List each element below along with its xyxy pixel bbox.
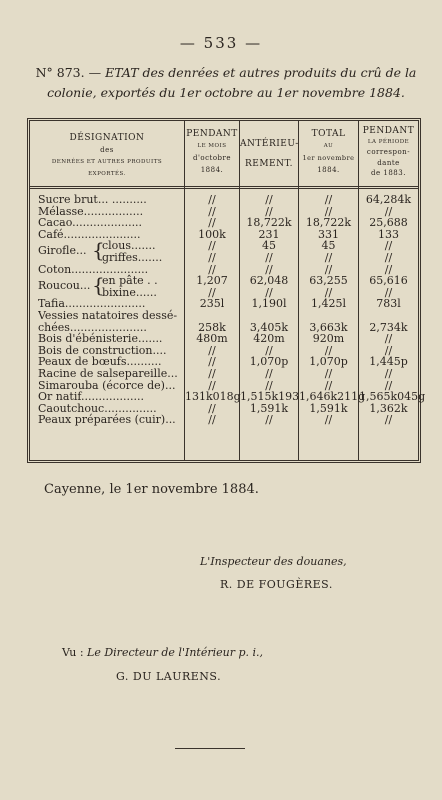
table-cell: 1,565k045g (359, 390, 426, 404)
director-name: G. DU LAURENS. (116, 670, 222, 683)
table-cell: // (208, 367, 216, 380)
brace-icon: { (92, 273, 105, 298)
inspector-name: R. DE FOUGÈRES. (220, 578, 333, 591)
row-label: Sucre brut... .......... (38, 193, 147, 206)
header-total: TOTAL AU 1er novembre 1884. (302, 129, 355, 174)
table-cell: 1,207 (196, 274, 228, 288)
table-cell: // (384, 378, 393, 392)
table-cell: // (208, 262, 216, 276)
table-cell: 420m (253, 332, 285, 346)
table-cell: 18,722k (305, 216, 352, 230)
table-cell: // (208, 239, 216, 253)
heading-line-2: colonie, exportés du 1er octobre au 1er novembre 1884. (47, 85, 405, 100)
table-cell: // (324, 285, 333, 299)
vu-prefix: Vu : (62, 646, 84, 659)
table-cell: // (265, 367, 273, 380)
table-cell: // (208, 401, 216, 415)
table-cell: 3,663k (309, 320, 348, 334)
table-cell: // (265, 262, 273, 276)
table-cell: // (265, 193, 273, 206)
table-cell: // (208, 251, 216, 264)
row-label: Vessies natatoires dessé- (38, 309, 178, 322)
header-previous: ANTÉRIEU- REMENT. (240, 139, 299, 169)
row-label: Mélasse................. (38, 204, 144, 218)
row-sublabel: clous....... (102, 239, 156, 253)
inspector-title: L'Inspecteur des douanes, (200, 555, 347, 568)
table-cell: 131k018g (185, 390, 241, 404)
table-cell: 1,591k (249, 401, 289, 415)
table-cell: 231 (258, 227, 280, 241)
row-label: Bois d'ébénisterie....... (38, 332, 163, 346)
table-cell: // (384, 239, 393, 253)
table-cell: // (265, 251, 273, 264)
row-label: Tafia....................... (38, 297, 146, 311)
row-label: Racine de salsepareille... (38, 367, 178, 380)
page-number: — 533 — (179, 34, 263, 52)
table-cell: // (208, 355, 216, 369)
table-cell: // (208, 193, 216, 206)
row-label: Caoutchouc............... (38, 401, 157, 415)
closing-rule (175, 748, 245, 749)
table-cell: 1,646k211g (299, 390, 366, 404)
document-number: N° 873. (35, 65, 85, 80)
director-title: Le Directeur de l'Intérieur p. i., (87, 646, 263, 659)
table-cell: 1,425l (310, 297, 346, 311)
brace-icon: { (92, 238, 105, 263)
table-cell: 63,255 (309, 274, 348, 288)
table-cell: 1,515k193 (240, 390, 300, 404)
table-cell: // (265, 204, 273, 218)
row-sublabel: bixine...... (102, 285, 157, 299)
table-cell: // (384, 332, 393, 346)
row-label: Cacao.................... (38, 216, 143, 230)
table-cell: // (384, 413, 393, 427)
table-cell: 480m (196, 332, 228, 346)
table-cell: 62,048 (249, 274, 289, 288)
table-cell: // (208, 378, 216, 392)
table-cell: 1,190l (251, 297, 287, 311)
table-cell: 2,734k (369, 320, 408, 334)
header-period-1883: PENDANT LA PÉRIODE correspon- dante de 1883. (362, 126, 415, 177)
row-label: Roucou... (38, 279, 91, 293)
table-cell: // (208, 343, 216, 357)
table-cell: 133 (378, 227, 399, 241)
row-label: Bois de construction.... (38, 343, 167, 357)
table-cell: // (324, 343, 333, 357)
table-cell: // (324, 378, 333, 392)
row-sublabel: griffes....... (102, 251, 163, 264)
table-cell: 331 (318, 227, 339, 241)
table-cell: // (384, 204, 393, 218)
row-label: Peaux préparées (cuir)... (38, 413, 176, 427)
row-label: Or natif.................. (38, 390, 144, 404)
table-cell: // (265, 378, 273, 392)
table-cell: // (384, 285, 393, 299)
table-cell: 45 (262, 239, 276, 253)
table-cell: 1,362k (369, 401, 408, 415)
table-cell: 100k (198, 227, 226, 241)
table-cell: // (265, 413, 273, 427)
row-label: Simarouba (écorce de)... (38, 378, 176, 392)
table-cell: 235l (199, 297, 225, 311)
table-cell: 258k (198, 320, 226, 334)
table-cell: // (265, 343, 273, 357)
table-cell: 3,405k (249, 320, 289, 334)
heading-line-1: — ETAT des denrées et autres produits du crû de la (88, 65, 417, 80)
table-cell: 1,591k (309, 401, 348, 415)
table-cell: // (384, 262, 393, 276)
table-cell: // (324, 204, 333, 218)
table-cell: // (208, 204, 216, 218)
table-cell: // (265, 285, 273, 299)
row-label: Coton...................... (38, 262, 149, 276)
table-cell: 64,284k (365, 193, 412, 206)
table-cell: // (208, 285, 216, 299)
table-cell: // (208, 413, 216, 427)
row-label: chées...................... (38, 320, 147, 334)
table-cell: // (324, 251, 333, 264)
table-cell: // (324, 413, 333, 427)
table-cell: 1,070p (249, 355, 289, 369)
table-cell: 25,688 (369, 216, 408, 230)
table-cell: 65,616 (369, 274, 408, 288)
table-cell: // (324, 193, 333, 206)
row-label: Girofle... (38, 244, 87, 258)
document-heading (26, 63, 426, 103)
header-october: PENDANT LE MOIS d'octobre 1884. (186, 129, 238, 174)
table-cell: // (384, 367, 393, 380)
table-cell: 45 (321, 239, 336, 253)
table-cell: 920m (312, 332, 345, 346)
table-cell: 783l (376, 297, 401, 311)
table-cell: // (324, 367, 333, 380)
table-cell: 1,070p (309, 355, 348, 369)
table-cell: 18,722k (246, 216, 292, 230)
table-cell: // (384, 251, 393, 264)
row-label: Peaux de bœufs.......... (38, 355, 162, 369)
approval-line (62, 646, 263, 659)
header-designation: DÉSIGNATION des DENRÉES ET AUTRES PRODUITS EXPORTÉS. (51, 133, 163, 177)
table-cell: // (384, 343, 393, 357)
place-date: Cayenne, le 1er novembre 1884. (44, 482, 259, 497)
table-cell: // (208, 216, 216, 230)
row-label: Café...................... (38, 227, 141, 241)
table-cell: // (324, 262, 333, 276)
row-sublabel: en pâte . . (102, 274, 158, 288)
header-divider (30, 186, 418, 189)
table-cell: 1,445p (369, 355, 408, 369)
